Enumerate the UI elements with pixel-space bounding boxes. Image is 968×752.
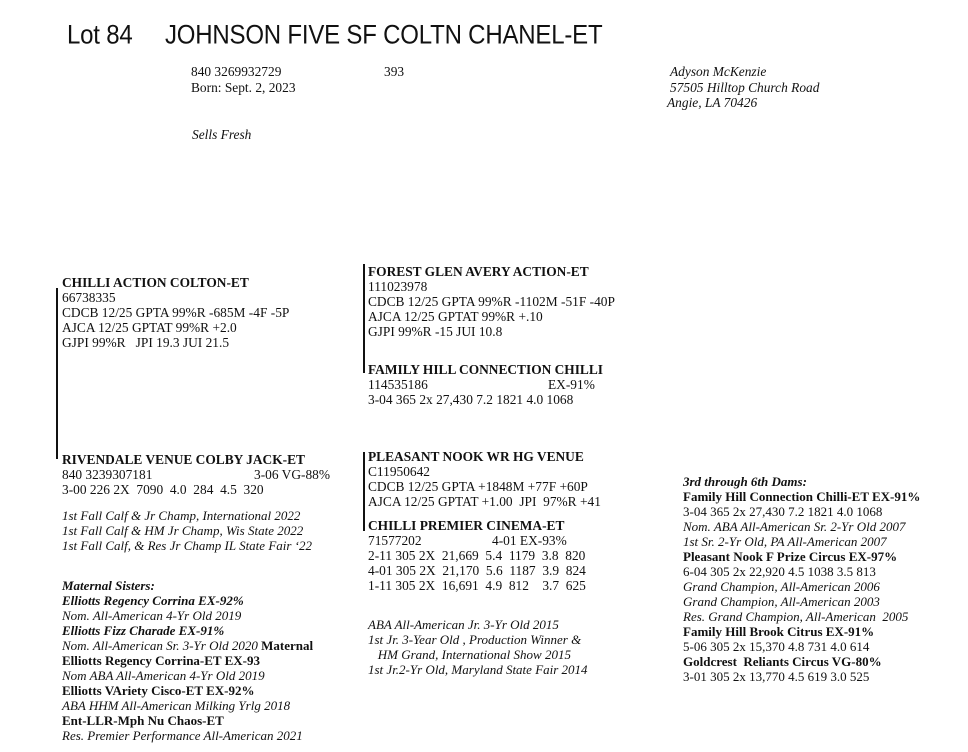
sire-cdcb: CDCB 12/25 GPTA 99%R -685M -4F -5P [62, 305, 290, 320]
dam-sire-block [368, 449, 601, 509]
ancestor-dam-name: Pleasant Nook F Prize Circus EX-97% [683, 549, 898, 564]
sire-dam-record: 3-04 365 2x 27,430 7.2 1821 4.0 1068 [368, 392, 574, 407]
dam-sire-reg: C11950642 [368, 464, 430, 479]
dam-dam-name: CHILLI PREMIER CINEMA-ET [368, 518, 565, 533]
dam-honor: 1st Fall Calf & Jr Champ, International 2022 [62, 508, 301, 523]
sister-note: Nom ABA All-American 4-Yr Old 2019 [62, 668, 265, 683]
dam-dam-record: 2-11 305 2X 21,669 5.4 1179 3.8 820 [368, 548, 586, 563]
sire-sire-block [368, 264, 615, 339]
dam-dam-score: 4-01 EX-93% [492, 533, 567, 548]
sire-dam-reg: 114535186 [368, 377, 428, 392]
consignor-address-line2: Angie, LA 70426 [667, 95, 758, 110]
tag-number: 393 [384, 64, 405, 79]
ancestor-dam-honor: Res. Grand Champion, All-American 2005 [683, 609, 909, 624]
sister-name: Elliotts Regency Corrina EX-92% [62, 593, 244, 608]
ancestor-dam-honor: Grand Champion, All-American 2006 [683, 579, 880, 594]
ancestor-dam-honor: Grand Champion, All-American 2003 [683, 594, 880, 609]
sire-name: CHILLI ACTION COLTON-ET [62, 275, 249, 290]
dams-heading: 3rd through 6th Dams: [683, 474, 807, 489]
sire-sire-cdcb: CDCB 12/25 GPTA 99%R -1102M -51F -40P [368, 294, 615, 309]
ancestor-dam-honor: Nom. ABA All-American Sr. 2-Yr Old 2007 [683, 519, 906, 534]
sister-name: Elliotts VAriety Cisco-ET EX-92% [62, 683, 255, 698]
consignor-address-line1: 57505 Hilltop Church Road [670, 80, 820, 95]
sire-sire-reg: 111023978 [368, 279, 428, 294]
dam-score: 3-06 VG-88% [254, 467, 330, 482]
sister-name: Elliotts Fizz Charade EX-91% [62, 623, 225, 638]
dam-record: 3-00 226 2X 7090 4.0 284 4.5 320 [62, 482, 264, 497]
dam-dam-block [368, 518, 628, 593]
sister-name: Ent-LLR-Mph Nu Chaos-ET [62, 713, 224, 728]
dam-dam-reg: 71577202 [368, 533, 422, 548]
ancestor-dam-name: Family Hill Connection Chilli-ET EX-91% [683, 489, 921, 504]
dam-honor: 1st Fall Calf & HM Jr Champ, Wis State 2022 [62, 523, 304, 538]
sire-gjpi: GJPI 99%R JPI 19.3 JUI 21.5 [62, 335, 230, 350]
sire-ajca: AJCA 12/25 GPTAT 99%R +2.0 [62, 320, 237, 335]
sire-reg: 66738335 [62, 290, 116, 305]
dam-reg: 840 3239307181 [62, 467, 153, 482]
dam-dam-honor: ABA All-American Jr. 3-Yr Old 2015 [368, 617, 559, 632]
dam-honors [62, 508, 312, 553]
sire-sire-gjpi: GJPI 99%R -15 JUI 10.8 [368, 324, 503, 339]
pedigree-bracket-sire-dam [56, 288, 58, 459]
ancestor-dam-record: 3-04 365 2x 27,430 7.2 1821 4.0 1068 [683, 504, 883, 519]
sire-dam-score: EX-91% [548, 377, 595, 392]
animal-name: JOHNSON FIVE SF COLTN CHANEL-ET [165, 20, 603, 51]
dam-dam-record: 4-01 305 2X 21,170 5.6 1187 3.9 824 [368, 563, 586, 578]
ancestor-dam-honor: 1st Sr. 2-Yr Old, PA All-American 2007 [683, 534, 887, 549]
maternal-sisters [62, 578, 313, 743]
dam-sire-ajca: AJCA 12/25 GPTAT +1.00 JPI 97%R +41 [368, 494, 601, 509]
sire-dam-block [368, 362, 608, 407]
consignor-name: Adyson McKenzie [670, 64, 767, 79]
dam-dam-honors [368, 617, 588, 677]
ancestor-dam-record: 3-01 305 2x 13,770 4.5 619 3.0 525 [683, 669, 870, 684]
sire-sire-name: FOREST GLEN AVERY ACTION-ET [368, 264, 589, 279]
sister-note: Nom. All-American Sr. 3-Yr Old 2020 [62, 638, 258, 653]
sire-sire-ajca: AJCA 12/25 GPTAT 99%R +.10 [368, 309, 543, 324]
birth-date: Born: Sept. 2, 2023 [191, 80, 296, 95]
sire-block [62, 275, 289, 350]
dam-sire-name: PLEASANT NOOK WR HG VENUE [368, 449, 584, 464]
dam-sire-cdcb: CDCB 12/25 GPTA +1848M +77F +60P [368, 479, 588, 494]
lot-number: Lot 84 [67, 20, 133, 51]
registration-number: 840 3269932729 [191, 64, 282, 79]
sister-name: Elliotts Regency Corrina-ET EX-93 [62, 653, 260, 668]
sister-note: Res. Premier Performance All-American 2021 [62, 728, 303, 743]
dam-block [62, 452, 352, 497]
sire-dam-name: FAMILY HILL CONNECTION CHILLI [368, 362, 604, 377]
dam-name: RIVENDALE VENUE COLBY JACK-ET [62, 452, 305, 467]
ancestor-dam-name: Goldcrest Reliants Circus VG-80% [683, 654, 882, 669]
ancestor-dam-record: 6-04 305 2x 22,920 4.5 1038 3.5 813 [683, 564, 876, 579]
dam-honor: 1st Fall Calf, & Res Jr Champ IL State Fair ‘22 [62, 538, 313, 553]
dams-3-to-6 [683, 474, 920, 684]
sister-note-suffix: Maternal [257, 638, 314, 653]
dam-dam-honor: 1st Jr.2-Yr Old, Maryland State Fair 2014 [368, 662, 588, 677]
sale-note: Sells Fresh [192, 127, 252, 142]
maternal-sisters-heading: Maternal Sisters: [62, 578, 155, 593]
sister-note: Nom. All-American 4-Yr Old 2019 [62, 608, 242, 623]
sister-note: ABA HHM All-American Milking Yrlg 2018 [62, 698, 291, 713]
dam-dam-honor: HM Grand, International Show 2015 [368, 647, 571, 662]
pedigree-bracket-sire [363, 264, 365, 373]
dam-dam-record: 1-11 305 2X 16,691 4.9 812 3.7 625 [368, 578, 586, 593]
pedigree-bracket-dam [363, 452, 365, 531]
dams-rows [683, 489, 920, 684]
ancestor-dam-record: 5-06 305 2x 15,370 4.8 731 4.0 614 [683, 639, 870, 654]
dam-dam-honor: 1st Jr. 3-Year Old , Production Winner & [368, 632, 582, 647]
ancestor-dam-name: Family Hill Brook Citrus EX-91% [683, 624, 875, 639]
